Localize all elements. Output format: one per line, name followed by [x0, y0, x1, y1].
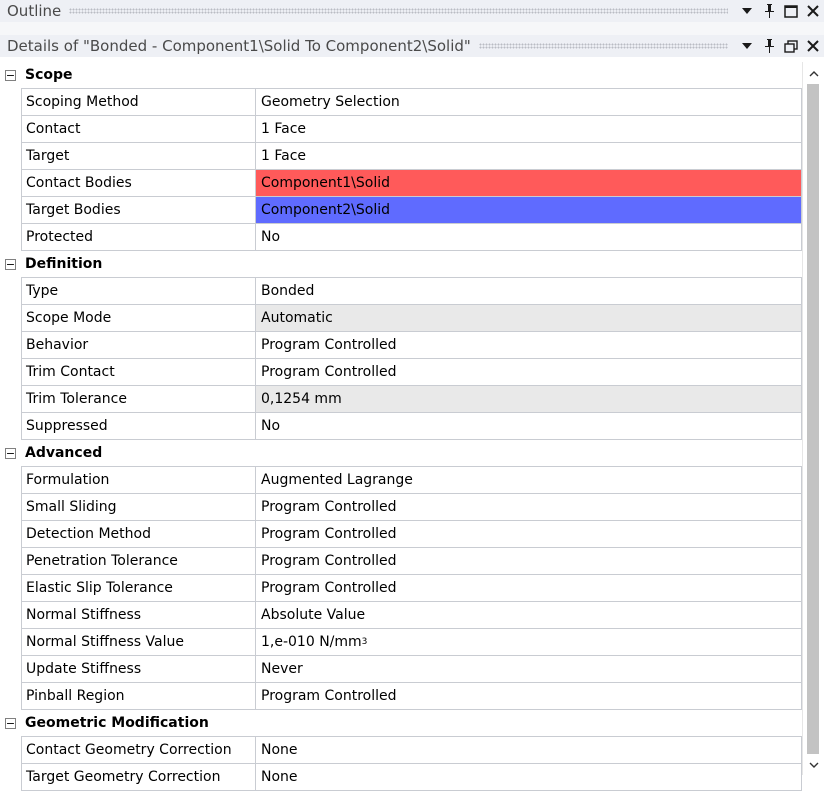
- property-label: Normal Stiffness Value: [21, 629, 256, 656]
- property-label: Behavior: [21, 332, 256, 359]
- property-label: Elastic Slip Tolerance: [21, 575, 256, 602]
- property-value[interactable]: Program Controlled: [256, 359, 802, 386]
- dropdown-icon[interactable]: [736, 35, 758, 57]
- property-value[interactable]: No: [256, 413, 802, 440]
- details-title: Details of "Bonded - Component1\Solid To Component2\Solid": [7, 37, 471, 55]
- section-title: Advanced: [21, 440, 802, 467]
- restore-icon[interactable]: [780, 35, 802, 57]
- property-row-suppressed[interactable]: [0, 413, 802, 440]
- dropdown-icon[interactable]: [736, 0, 758, 22]
- property-row-detection-method[interactable]: [0, 521, 802, 548]
- collapse-icon[interactable]: −: [5, 258, 16, 271]
- vertical-scrollbar[interactable]: [802, 62, 824, 775]
- property-label: Trim Contact: [21, 359, 256, 386]
- outline-title: Outline: [7, 2, 62, 20]
- property-row-update-stiffness[interactable]: [0, 656, 802, 683]
- property-row-target[interactable]: [0, 143, 802, 170]
- scrollbar-thumb[interactable]: [807, 84, 819, 754]
- titlebar-grip[interactable]: [479, 43, 728, 49]
- property-row-contact[interactable]: [0, 116, 802, 143]
- property-value[interactable]: Component1\Solid: [256, 170, 802, 197]
- property-label: Type: [21, 278, 256, 305]
- property-value[interactable]: 1 Face: [256, 143, 802, 170]
- property-label: Pinball Region: [21, 683, 256, 710]
- property-row-target-geometry-correction[interactable]: [0, 764, 802, 791]
- property-value[interactable]: Program Controlled: [256, 548, 802, 575]
- property-label: Normal Stiffness: [21, 602, 256, 629]
- titlebar-grip[interactable]: [69, 8, 728, 14]
- property-row-trim-contact[interactable]: [0, 359, 802, 386]
- pushpin-icon[interactable]: [758, 0, 780, 22]
- property-value[interactable]: Never: [256, 656, 802, 683]
- property-row-contact-bodies[interactable]: [0, 170, 802, 197]
- details-panel-titlebar: [0, 35, 824, 57]
- property-label: Contact: [21, 116, 256, 143]
- section-title: Scope: [21, 62, 802, 89]
- property-label: Trim Tolerance: [21, 386, 256, 413]
- property-value: 0,1254 mm: [256, 386, 802, 413]
- property-row-penetration-tolerance[interactable]: [0, 548, 802, 575]
- property-row-contact-geometry-correction[interactable]: [0, 737, 802, 764]
- property-label: Protected: [21, 224, 256, 251]
- collapse-icon[interactable]: −: [5, 69, 16, 82]
- property-label: Scoping Method: [21, 89, 256, 116]
- property-label: Target Geometry Correction: [21, 764, 256, 791]
- outline-panel-titlebar: [0, 0, 824, 22]
- property-row-normal-stiffness-value[interactable]: [0, 629, 802, 656]
- property-value[interactable]: Geometry Selection: [256, 89, 802, 116]
- property-value[interactable]: Absolute Value: [256, 602, 802, 629]
- property-row-normal-stiffness[interactable]: [0, 602, 802, 629]
- property-row-behavior[interactable]: [0, 332, 802, 359]
- section-title: Geometric Modification: [21, 710, 802, 737]
- property-value: Automatic: [256, 305, 802, 332]
- details-property-grid: [0, 62, 802, 785]
- property-value[interactable]: Component2\Solid: [256, 197, 802, 224]
- property-value[interactable]: 1,e-010 N/mm 3: [256, 629, 802, 656]
- property-label: Penetration Tolerance: [21, 548, 256, 575]
- property-row-type[interactable]: [0, 278, 802, 305]
- property-value[interactable]: 1 Face: [256, 116, 802, 143]
- panel-separator[interactable]: [0, 22, 824, 35]
- section-header-geometric-modification[interactable]: [0, 710, 802, 737]
- section-header-scope[interactable]: [0, 62, 802, 89]
- pushpin-icon[interactable]: [758, 35, 780, 57]
- section-header-definition[interactable]: [0, 251, 802, 278]
- property-label: Detection Method: [21, 521, 256, 548]
- property-row-scoping-method[interactable]: [0, 89, 802, 116]
- section-header-advanced[interactable]: [0, 440, 802, 467]
- property-label: Contact Geometry Correction: [21, 737, 256, 764]
- property-label: Contact Bodies: [21, 170, 256, 197]
- property-row-target-bodies[interactable]: [0, 197, 802, 224]
- property-value[interactable]: No: [256, 224, 802, 251]
- property-value[interactable]: Program Controlled: [256, 683, 802, 710]
- property-row-scope-mode[interactable]: [0, 305, 802, 332]
- property-value[interactable]: Bonded: [256, 278, 802, 305]
- property-label: Formulation: [21, 467, 256, 494]
- property-label: Target Bodies: [21, 197, 256, 224]
- property-value[interactable]: Augmented Lagrange: [256, 467, 802, 494]
- chevron-down-icon[interactable]: [803, 755, 825, 775]
- property-value[interactable]: None: [256, 737, 802, 764]
- property-row-elastic-slip-tolerance[interactable]: [0, 575, 802, 602]
- property-value[interactable]: Program Controlled: [256, 521, 802, 548]
- property-row-pinball-region[interactable]: [0, 683, 802, 710]
- property-label: Scope Mode: [21, 305, 256, 332]
- property-value[interactable]: Program Controlled: [256, 494, 802, 521]
- property-row-trim-tolerance[interactable]: [0, 386, 802, 413]
- value-text: 1,e-010 N/mm: [261, 634, 362, 650]
- property-value[interactable]: Program Controlled: [256, 332, 802, 359]
- property-value[interactable]: Program Controlled: [256, 575, 802, 602]
- collapse-icon[interactable]: −: [5, 717, 16, 730]
- property-label: Suppressed: [21, 413, 256, 440]
- property-row-formulation[interactable]: [0, 467, 802, 494]
- chevron-up-icon[interactable]: [803, 64, 825, 84]
- property-label: Update Stiffness: [21, 656, 256, 683]
- maximize-icon[interactable]: [780, 0, 802, 22]
- property-label: Target: [21, 143, 256, 170]
- property-row-protected[interactable]: [0, 224, 802, 251]
- close-icon[interactable]: [802, 0, 824, 22]
- close-icon[interactable]: [802, 35, 824, 57]
- property-label: Small Sliding: [21, 494, 256, 521]
- section-title: Definition: [21, 251, 802, 278]
- property-value[interactable]: None: [256, 764, 802, 791]
- property-row-small-sliding[interactable]: [0, 494, 802, 521]
- collapse-icon[interactable]: −: [5, 447, 16, 460]
